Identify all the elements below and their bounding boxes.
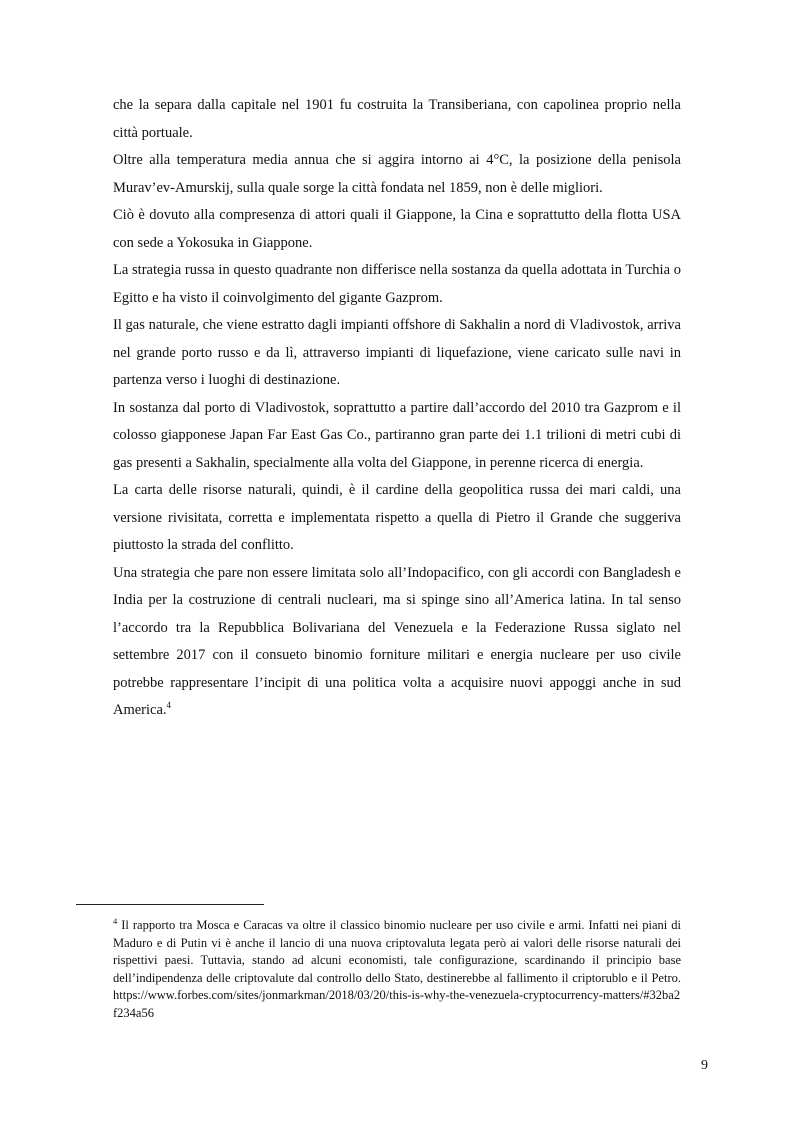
paragraph: La carta delle risorse naturali, quindi, è il cardine della geopolitica russa dei mari caldi, una versione rivisitata, corretta e implementata rispetto a quella di Pietro il Grande che suggeriva piuttosto la strada del conflitto. — [113, 482, 681, 553]
paragraph: Oltre alla temperatura media annua che si aggira intorno ai 4°C, la posizione della penisola Murav’ev-Amurskij, sulla quale sorge la città fondata nel 1859, non è delle migliori. — [113, 152, 681, 196]
paragraph-last — [113, 560, 681, 725]
paragraph: In sostanza dal porto di Vladivostok, soprattutto a partire dall’accordo del 2010 tra Gazprom e il colosso giapponese Japan Far East Gas Co., partiranno gran parte dei 1.1 trilioni di metri cubi di gas presenti a Sakhalin, specialmente alla volta del Giappone, in perenne ricerca di energia. — [113, 399, 681, 471]
body-text — [113, 92, 681, 725]
footnote-url[interactable]: https://www.forbes.com/sites/jonmarkman/2018/03/20/this-is-why-the-venezuela-cryptocurrency-matters/#32ba2f234a56 — [113, 988, 681, 1020]
footnote-text: Il rapporto tra Mosca e Caracas va oltre il classico binomio nucleare per uso civile e armi. Infatti nei piani di Maduro e di Putin vi è anche il lancio di una nuova criptovaluta legata però ai valori delle risorse naturali dei rispettivi paesi. Tuttavia, stando ad alcuni economisti, tale configurazione, scardinando il principio base dell’indipendenza delle criptovalute dal controllo dello Stato, destinerebbe al fallimento il criptorublo e il Petro. — [113, 918, 681, 985]
footnote — [113, 917, 681, 1022]
paragraph-last-text: Una strategia che pare non essere limitata solo all’Indopacifico, con gli accordi con Bangladesh e India per la costruzione di centrali nucleari, ma si spinge sino all’America latina. In tal senso l’accordo tra la Repubblica Bolivariana del Venezuela e la Federazione Russa siglato nel settembre 2017 con il consueto binomio forniture militari e energia nucleare per uso civile potrebbe rappresentare l’incipit di una politica volta a acquisire nuovi appoggi anche in sud America. — [113, 564, 681, 718]
footnote-reference[interactable]: 4 — [166, 700, 172, 711]
paragraph: Ciò è dovuto alla compresenza di attori quali il Giappone, la Cina e soprattutto della flotta USA con sede a Yokosuka in Giappone. — [113, 207, 681, 251]
paragraph: Il gas naturale, che viene estratto dagli impianti offshore di Sakhalin a nord di Vladivostok, arriva nel grande porto russo e da lì, attraverso impianti di liquefazione, viene caricato sulle navi in partenza verso i luoghi di destinazione. — [113, 317, 681, 388]
page-number: 9 — [701, 1058, 708, 1073]
footnote-separator — [76, 904, 264, 905]
footnote-number: 4 — [113, 915, 118, 926]
paragraph: che la separa dalla capitale nel 1901 fu costruita la Transiberiana, con capolinea proprio nella città portuale. — [113, 97, 681, 141]
paragraph: La strategia russa in questo quadrante non differisce nella sostanza da quella adottata in Turchia o Egitto e ha visto il coinvolgimento del gigante Gazprom. — [113, 262, 681, 306]
